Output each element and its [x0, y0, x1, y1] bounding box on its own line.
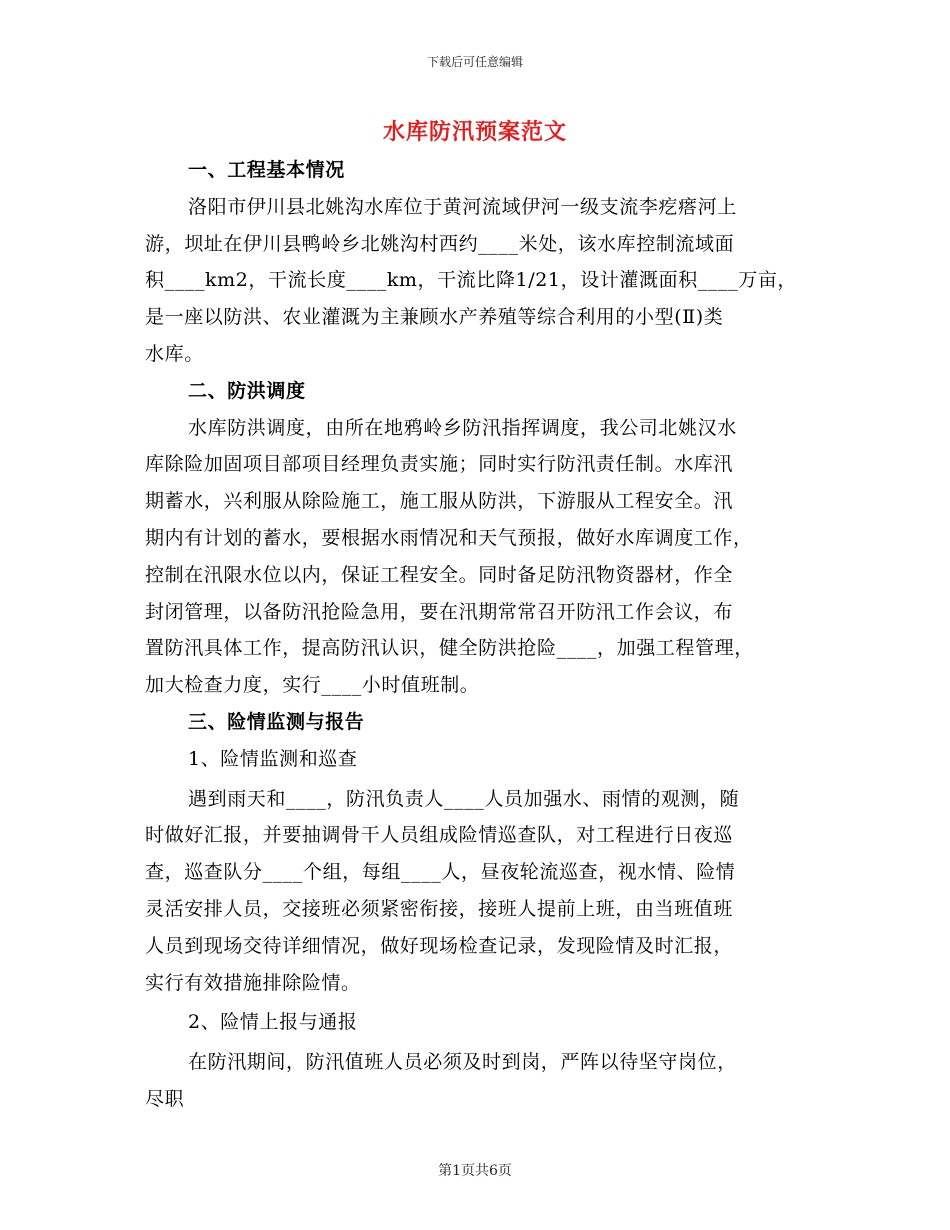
paragraph-line: 遇到雨天和____，防汛负责人____人员加强水、雨情的观测，随 [188, 787, 740, 810]
header-note: 下载后可任意编辑 [426, 55, 523, 69]
paragraph-line: 控制在汛限水位以内，保证工程安全。同时备足防汛物资器材，作全 [145, 563, 734, 586]
paragraph-line: 灵活安排人员，交接班必须紧密衔接，接班人提前上班，由当班值班 [145, 897, 734, 920]
paragraph-line: 是一座以防洪、农业灌溉为主兼顾水产养殖等综合利用的小型(Ⅱ)类 [145, 306, 724, 329]
paragraph-line: 水库。 [145, 342, 204, 365]
paragraph-line: 加大检查力度，实行____小时值班制。 [145, 674, 480, 697]
paragraph-line: 尽职 [145, 1087, 185, 1110]
subsection-heading: 1、险情监测和巡查 [188, 747, 358, 770]
section-heading: 三、险情监测与报告 [188, 710, 365, 733]
paragraph-line: 积____km2，干流长度____km，干流比降1/21，设计灌溉面积____万亩， [145, 269, 798, 292]
paragraph-line: 时做好汇报，并要抽调骨干人员组成险情巡查队，对工程进行日夜巡 [145, 824, 734, 847]
section-heading: 二、防洪调度 [188, 379, 306, 402]
paragraph-line: 期内有计划的蓄水，要根据水雨情况和天气预报，做好水库调度工作， [145, 526, 753, 549]
paragraph-line: 查，巡查队分____个组，每组____人，昼夜轮流巡查，视水情、险情 [145, 861, 736, 884]
paragraph-line: 人员到现场交待详细情况，做好现场检查记录，发现险情及时汇报， [145, 934, 734, 957]
paragraph-line: 封闭管理，以备防汛抢险急用，要在汛期常常召开防汛工作会议，布 [145, 600, 734, 623]
paragraph-line: 水库防洪调度，由所在地鸦岭乡防汛指挥调度，我公司北姚汉水 [188, 416, 737, 439]
paragraph-line: 期蓄水，兴利服从除险施工，施工服从防洪，下游服从工程安全。汛 [145, 490, 734, 513]
paragraph-line: 实行有效措施排除险情。 [145, 971, 361, 994]
page-number-footer: 第1页共6页 [438, 1163, 512, 1179]
paragraph-line: 在防汛期间，防汛值班人员必须及时到岗，严阵以待坚守岗位， [188, 1051, 737, 1074]
section-heading: 一、工程基本情况 [188, 159, 345, 181]
paragraph-line: 置防汛具体工作，提高防汛认识，健全防洪抢险____，加强工程管理， [145, 637, 754, 660]
paragraph-line: 洛阳市伊川县北姚沟水库位于黄河流域伊河一级支流李疙瘩河上 [188, 195, 737, 218]
document-body [145, 152, 825, 1118]
paragraph-line: 游，坝址在伊川县鸭岭乡北姚沟村西约____米处，该水库控制流域面 [145, 232, 735, 255]
subsection-heading: 2、险情上报与通报 [188, 1011, 358, 1034]
document-title: 水库防汛预案范文 [382, 119, 567, 145]
paragraph-line: 库除险加固项目部项目经理负责实施；同时实行防汛责任制。水库汛 [145, 453, 734, 476]
